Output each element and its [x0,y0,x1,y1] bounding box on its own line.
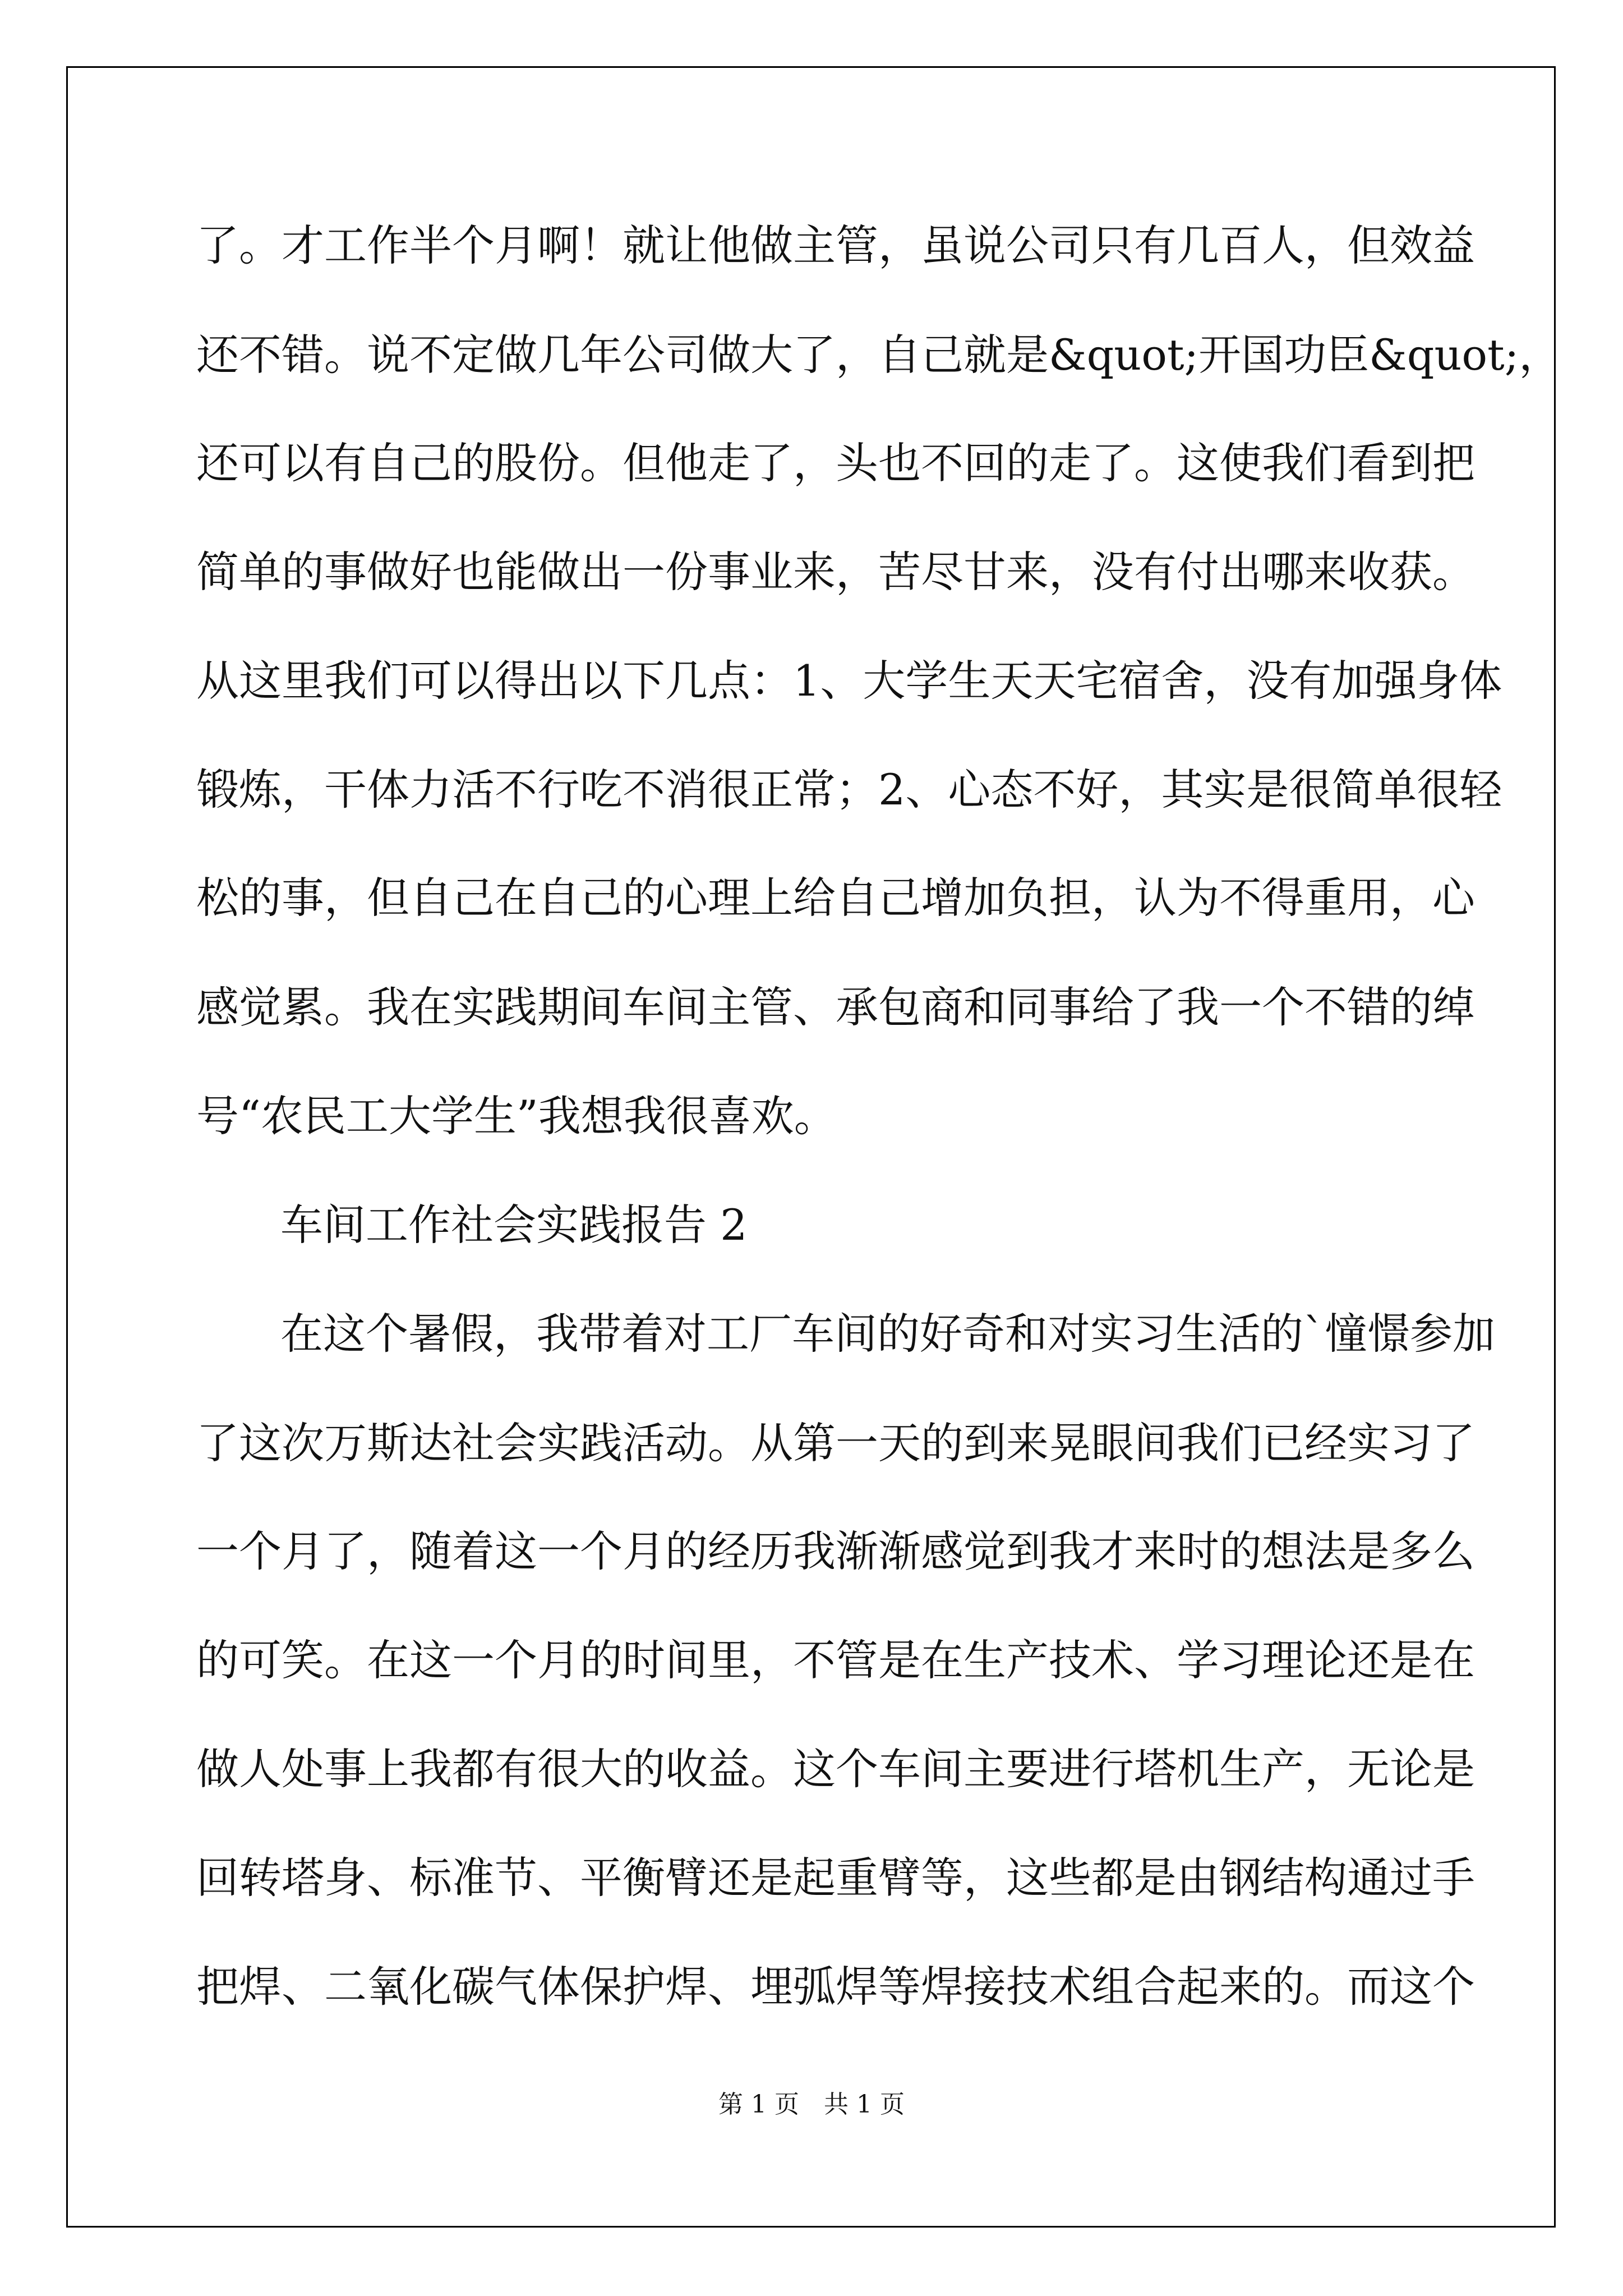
page-border [66,66,1556,2228]
paragraph-line: 在这个暑假，我带着对工厂车间的好奇和对实习生活的`憧憬参加 [280,1309,1495,1359]
paragraph-line: 锻炼，干体力活不行吃不消很正常；2、心态不好，其实是很简单很轻 [196,765,1502,815]
paragraph-line: 还可以有自己的股份。但他走了，头也不回的走了。这使我们看到把 [196,438,1475,488]
paragraph-line: 还不错。说不定做几年公司做大了，自己就是&quot;开国功臣&quot;， [196,330,1562,380]
section-title: 车间工作社会实践报告 2 [280,1200,748,1250]
paragraph-line: 做人处事上我都有很大的收益。这个车间主要进行塔机生产，无论是 [196,1744,1475,1794]
paragraph-line: 简单的事做好也能做出一份事业来，苦尽甘来，没有付出哪来收获。 [196,547,1475,597]
paragraph-line: 把焊、二氧化碳气体保护焊、埋弧焊等焊接技术组合起来的。而这个 [196,1962,1475,2012]
paragraph-line: 感觉累。我在实践期间车间主管、承包商和同事给了我一个不错的绰 [196,982,1475,1032]
paragraph-line: 的可笑。在这一个月的时间里，不管是在生产技术、学习理论还是在 [196,1635,1475,1685]
paragraph-line: 松的事，但自己在自己的心理上给自己增加负担，认为不得重用，心 [196,873,1475,923]
paragraph-line: 回转塔身、标准节、平衡臂还是起重臂等，这些都是由钢结构通过手 [196,1853,1475,1903]
paragraph-line: 一个月了，随着这一个月的经历我渐渐感觉到我才来时的想法是多么 [196,1526,1475,1576]
paragraph-line: 从这里我们可以得出以下几点：1、大学生天天宅宿舍，没有加强身体 [196,656,1502,706]
paragraph-line: 号“农民工大学生”我想我很喜欢。 [196,1091,837,1141]
paragraph-line: 了。才工作半个月啊！就让他做主管，虽说公司只有几百人，但效益 [196,220,1475,270]
paragraph-line: 了这次万斯达社会实践活动。从第一天的到来晃眼间我们已经实习了 [196,1418,1475,1468]
page-number-footer: 第 1 页 共 1 页 [718,2090,905,2119]
